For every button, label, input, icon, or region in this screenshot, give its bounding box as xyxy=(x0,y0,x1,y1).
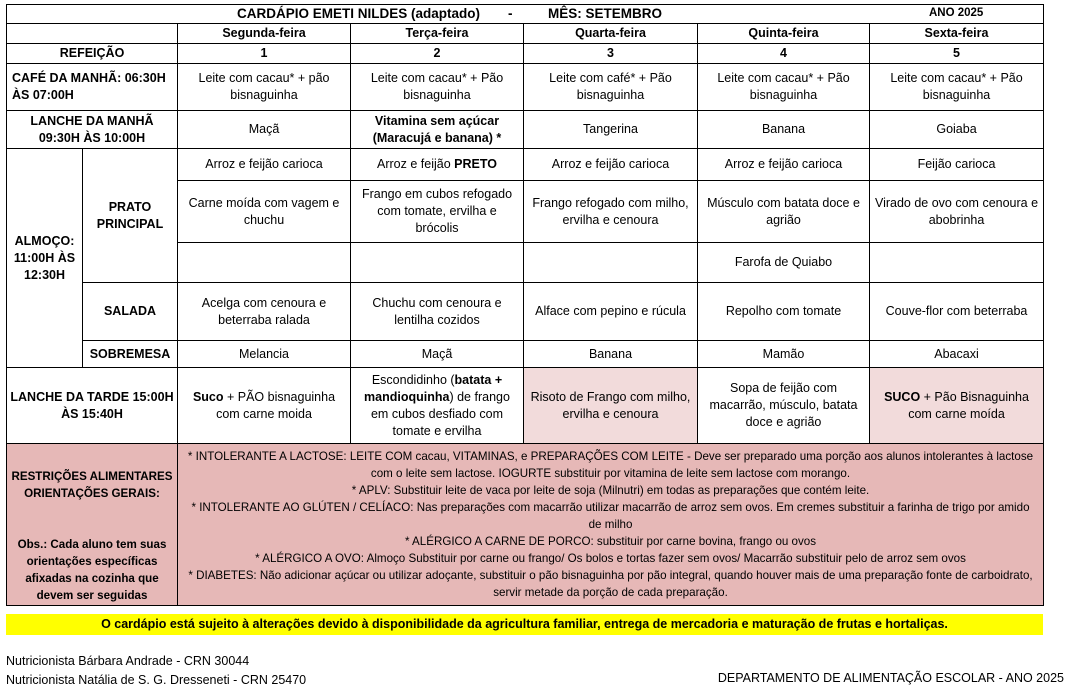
title-row xyxy=(7,5,1044,24)
restricoes-notes xyxy=(178,444,1044,606)
blank-header xyxy=(7,24,178,44)
lanche-text: Escondidinho ( xyxy=(371,372,455,387)
prato-item-tuesday xyxy=(351,149,524,181)
lanche-bold-text: batata + mandioquinha xyxy=(364,372,503,404)
lanche-text: + Pão Bisnaguinha com carne moída xyxy=(908,389,1029,421)
lanche-tarde-item xyxy=(351,368,524,444)
salada-item: Chuchu com cenoura e lentilha cozidos xyxy=(351,283,524,341)
prato-label-line: PRATO xyxy=(108,199,152,214)
sobremesa-item: Maçã xyxy=(351,341,524,368)
empty-cell xyxy=(178,243,351,283)
sobremesa-item: Melancia xyxy=(178,341,351,368)
empty-cell xyxy=(351,243,524,283)
cafe-row xyxy=(7,64,1044,111)
month-label: MÊS: SETEMBRO xyxy=(548,6,663,21)
restricoes-label-line: RESTRIÇÕES ALIMENTARES xyxy=(11,470,173,483)
empty-cell xyxy=(524,243,698,283)
day-number: 5 xyxy=(870,44,1044,64)
prato-item: Virado de ovo com cenoura e abobrinha xyxy=(870,181,1044,243)
restricoes-label-line: ORIENTAÇÕES GERAIS: xyxy=(24,487,160,500)
day-name: Quarta-feira xyxy=(524,24,698,44)
title-dash: - xyxy=(508,6,513,21)
salada-item: Couve-flor com beterraba xyxy=(870,283,1044,341)
empty-cell xyxy=(870,243,1044,283)
prato-item: Farofa de Quiabo xyxy=(698,243,870,283)
sobremesa-row xyxy=(7,341,1044,368)
cafe-item: Leite com cacau* + pão bisnaguinha xyxy=(178,64,351,111)
lanche-text: ) de frango em cubos desfiado com tomate e ervilha xyxy=(370,389,510,438)
prato-bold-text: PRETO xyxy=(454,157,497,171)
year-label: ANO 2025 xyxy=(929,7,984,19)
restricoes-label xyxy=(7,444,178,606)
lanche-manha-item: Tangerina xyxy=(524,111,698,149)
cafe-label-line: ÀS 07:00H xyxy=(12,88,74,102)
lanche-manha-item: Vitamina sem açúcar (Maracujá e banana) * xyxy=(351,111,524,149)
sobremesa-label: SOBREMESA xyxy=(83,341,178,368)
lanche-manha-row xyxy=(7,111,1044,149)
lanche-manha-label-line: 09:30H ÀS 10:00H xyxy=(38,130,146,145)
day-name: Sexta-feira xyxy=(870,24,1044,44)
salada-item: Acelga com cenoura e beterraba ralada xyxy=(178,283,351,341)
prato-item: Carne moída com vagem e chuchu xyxy=(178,181,351,243)
day-name: Quinta-feira xyxy=(698,24,870,44)
day-number-row xyxy=(7,44,1044,64)
sobremesa-item: Banana xyxy=(524,341,698,368)
day-number: 4 xyxy=(698,44,870,64)
lanche-tarde-item: Risoto de Frango com milho, ervilha e cenoura xyxy=(524,368,698,444)
restricao-note: * INTOLERANTE AO GLÚTEN / CELÍACO: Nas preparações com macarrão utilizar macarrão de arroz sem ovos. Em cremes substituir a farinha de trigo por amido de milho xyxy=(191,501,1030,531)
prato-item: Frango em cubos refogado com tomate, ervilha e brócolis xyxy=(351,181,524,243)
lanche-bold-text: SUCO xyxy=(884,389,921,404)
prato-item: Feijão carioca xyxy=(870,149,1044,181)
lanche-bold-text: Suco xyxy=(192,389,224,404)
prato-item: Músculo com batata doce e agrião xyxy=(698,181,870,243)
almoco-label-line: 11:00H ÀS xyxy=(13,250,76,265)
cafe-label xyxy=(7,64,178,111)
lanche-tarde-label-line: LANCHE DA TARDE 15:00H xyxy=(10,389,174,404)
prato-item: Arroz e feijão carioca xyxy=(524,149,698,181)
prato-label-line: PRINCIPAL xyxy=(96,216,164,231)
almoco-label-line: ALMOÇO: xyxy=(14,233,75,248)
lanche-manha-label-line: LANCHE DA MANHÃ xyxy=(30,113,154,128)
cafe-item: Leite com cacau* + Pão bisnaguinha xyxy=(698,64,870,111)
salada-item: Repolho com tomate xyxy=(698,283,870,341)
lanche-manha-item: Banana xyxy=(698,111,870,149)
nutritionist-1: Nutricionista Bárbara Andrade - CRN 30044 xyxy=(6,654,250,668)
sobremesa-item: Mamão xyxy=(698,341,870,368)
lanche-tarde-item: Sopa de feijão com macarrão, músculo, batata doce e agrião xyxy=(698,368,870,444)
lanche-tarde-row xyxy=(7,368,1044,444)
cafe-item: Leite com cacau* + Pão bisnaguinha xyxy=(351,64,524,111)
almoco-label xyxy=(7,149,83,368)
disclaimer-banner: O cardápio está sujeito à alterações devido à disponibilidade da agricultura familiar, entrega de mercadoria e maturação de frutas e hortaliças. xyxy=(6,614,1043,635)
lanche-tarde-item xyxy=(178,368,351,444)
day-header-row xyxy=(7,24,1044,44)
lanche-manha-item: Goiaba xyxy=(870,111,1044,149)
title-cell xyxy=(7,5,1044,24)
restricao-note: * APLV: Substituir leite de vaca por leite de soja (Milnutri) em todas as preparações que contém leite. xyxy=(351,484,870,497)
menu-table xyxy=(6,4,1044,606)
day-number: 2 xyxy=(351,44,524,64)
prato-item: Arroz e feijão carioca xyxy=(698,149,870,181)
sobremesa-item: Abacaxi xyxy=(870,341,1044,368)
cafe-item: Leite com cacau* + Pão bisnaguinha xyxy=(870,64,1044,111)
lanche-text: + PÃO bisnaguinha com carne moida xyxy=(216,389,336,421)
salada-label: SALADA xyxy=(83,283,178,341)
cafe-label-line: CAFÉ DA MANHÃ: 06:30H xyxy=(12,71,166,85)
lanche-tarde-label xyxy=(7,368,178,444)
prato-item: Arroz e feijão carioca xyxy=(178,149,351,181)
page-title: CARDÁPIO EMETI NILDES (adaptado) xyxy=(237,6,481,21)
almoco-label-line: 12:30H xyxy=(24,267,65,282)
salada-row xyxy=(7,283,1044,341)
restricao-note: * ALÉRGICO A CARNE DE PORCO: substituir por carne bovina, frango ou ovos xyxy=(404,535,817,548)
almoco-row-1 xyxy=(7,149,1044,181)
prato-principal-label xyxy=(83,149,178,283)
department-label: DEPARTAMENTO DE ALIMENTAÇÃO ESCOLAR - ANO 2025 xyxy=(717,671,1064,685)
restricao-note: * DIABETES: Não adicionar açúcar ou utilizar adoçante, substituir o pão bisnaguinha por pão integral, quando houver mais de uma preparação fonte de carboidrato, servir metade da porção de cada preparação. xyxy=(188,569,1033,599)
restricao-note: * ALÉRGICO A OVO: Almoço Substituir por carne ou frango/ Os bolos e tortas fazer sem ovos/ Macarrão substituir pelo de arroz sem ovos xyxy=(255,552,966,565)
restricoes-obs: Obs.: Cada aluno tem suas orientações específicas afixadas na cozinha que devem ser seguidas xyxy=(17,538,167,602)
nutritionist-2: Nutricionista Natália de S. G. Dresseneti - CRN 25470 xyxy=(6,673,307,687)
lanche-manha-label xyxy=(7,111,178,149)
meal-label: REFEIÇÃO xyxy=(7,44,178,64)
cafe-item: Leite com café* + Pão bisnaguinha xyxy=(524,64,698,111)
day-number: 3 xyxy=(524,44,698,64)
restricao-note: * INTOLERANTE A LACTOSE: LEITE COM cacau, VITAMINAS, e PREPARAÇÕES COM LEITE - Deve ser preparado uma porção aos alunos intolerantes à lactose com o leite sem lactose. IOGURTE substituir por vitamina de leite sem lactose com morango. xyxy=(187,450,1034,480)
lanche-manha-item: Maçã xyxy=(178,111,351,149)
day-number: 1 xyxy=(178,44,351,64)
lanche-tarde-item xyxy=(870,368,1044,444)
prato-text: Arroz e feijão xyxy=(377,157,455,171)
day-name: Segunda-feira xyxy=(178,24,351,44)
lanche-tarde-label-line: ÀS 15:40H xyxy=(61,406,123,421)
salada-item: Alface com pepino e rúcula xyxy=(524,283,698,341)
day-name: Terça-feira xyxy=(351,24,524,44)
restricoes-row xyxy=(7,444,1044,606)
prato-item: Frango refogado com milho, ervilha e cenoura xyxy=(524,181,698,243)
